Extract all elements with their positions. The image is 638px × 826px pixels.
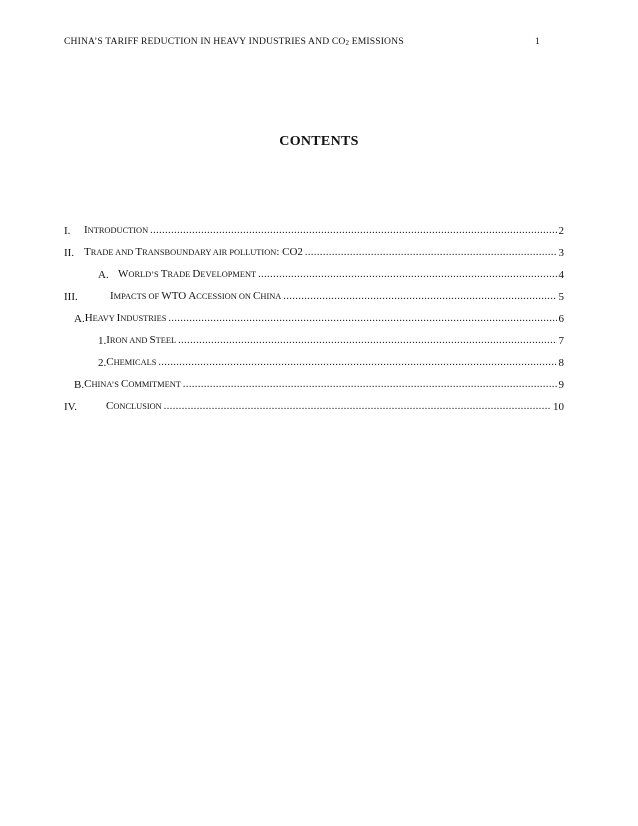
- toc-entry-number: I.: [64, 225, 71, 237]
- toc-entry-page: 8: [558, 357, 564, 369]
- toc-entry-number: A.: [74, 313, 85, 325]
- toc-entry-label: WORLD’S TRADE DEVELOPMENT: [118, 268, 257, 280]
- toc-entry-label: IRON AND STEEL: [106, 334, 177, 346]
- toc-entry-label: CHEMICALS: [106, 356, 157, 368]
- toc-entry-iron-steel[interactable]: [98, 332, 564, 348]
- toc-entry-page: 4: [558, 269, 564, 281]
- toc-entry-introduction[interactable]: [64, 222, 564, 238]
- toc-entry-label: INTRODUCTION: [84, 224, 149, 236]
- toc-entry-number: 2.: [98, 357, 107, 369]
- toc-entry-page: 9: [558, 379, 564, 391]
- header-title-suffix: EMISSIONS: [349, 36, 404, 47]
- header-title-text: CHINA’S TARIFF REDUCTION IN HEAVY INDUSTRIES AND CO: [64, 36, 346, 47]
- toc-entry-page: 3: [558, 247, 564, 259]
- toc-entry-page: 6: [558, 313, 564, 325]
- toc-leader-dots: [305, 246, 557, 260]
- contents-heading: CONTENTS: [279, 134, 359, 149]
- running-header-title: [64, 36, 404, 47]
- toc-entry-label: TRADE AND TRANSBOUNDARY AIR POLLUTION: CO2: [84, 246, 303, 258]
- toc-entry-label: CHINA’S COMMITMENT: [84, 378, 181, 390]
- toc-leader-dots: [283, 290, 556, 304]
- page-number: 1: [535, 36, 540, 47]
- toc-entry-page: 5: [558, 291, 564, 303]
- toc-entry-world-trade[interactable]: [98, 266, 564, 282]
- toc-entry-number: 1.: [98, 335, 107, 347]
- toc-leader-dots: [150, 224, 556, 238]
- toc-entry-conclusion[interactable]: [64, 398, 564, 414]
- toc-entry-page: 10: [553, 401, 564, 413]
- toc-entry-wto-impacts[interactable]: [64, 288, 564, 304]
- toc-entry-china-commitment[interactable]: [74, 376, 564, 392]
- toc-entry-heavy-industries[interactable]: [74, 310, 564, 326]
- toc-entry-number: B.: [74, 379, 85, 391]
- toc-entry-number: IV.: [64, 401, 77, 413]
- toc-leader-dots: [168, 312, 556, 326]
- toc-entry-label: HEAVY INDUSTRIES: [84, 312, 167, 324]
- toc-leader-dots: [164, 400, 551, 414]
- toc-entry-trade-pollution[interactable]: [64, 244, 564, 260]
- toc-entry-page: 7: [558, 335, 564, 347]
- toc-entry-chemicals[interactable]: [98, 354, 564, 370]
- toc-leader-dots: [178, 334, 556, 348]
- toc-leader-dots: [183, 378, 557, 392]
- header-title-subscript: 2: [345, 39, 350, 47]
- toc-leader-dots: [158, 356, 556, 370]
- toc-entry-number: II.: [64, 247, 75, 259]
- toc-entry-number: A.: [98, 269, 109, 281]
- toc-entry-label: IMPACTS OF WTO ACCESSION ON CHINA: [110, 290, 282, 302]
- toc-entry-page: 2: [558, 225, 564, 237]
- toc-leader-dots: [258, 268, 556, 282]
- toc-entry-number: III.: [64, 291, 78, 303]
- toc-entry-label: CONCLUSION: [106, 400, 162, 412]
